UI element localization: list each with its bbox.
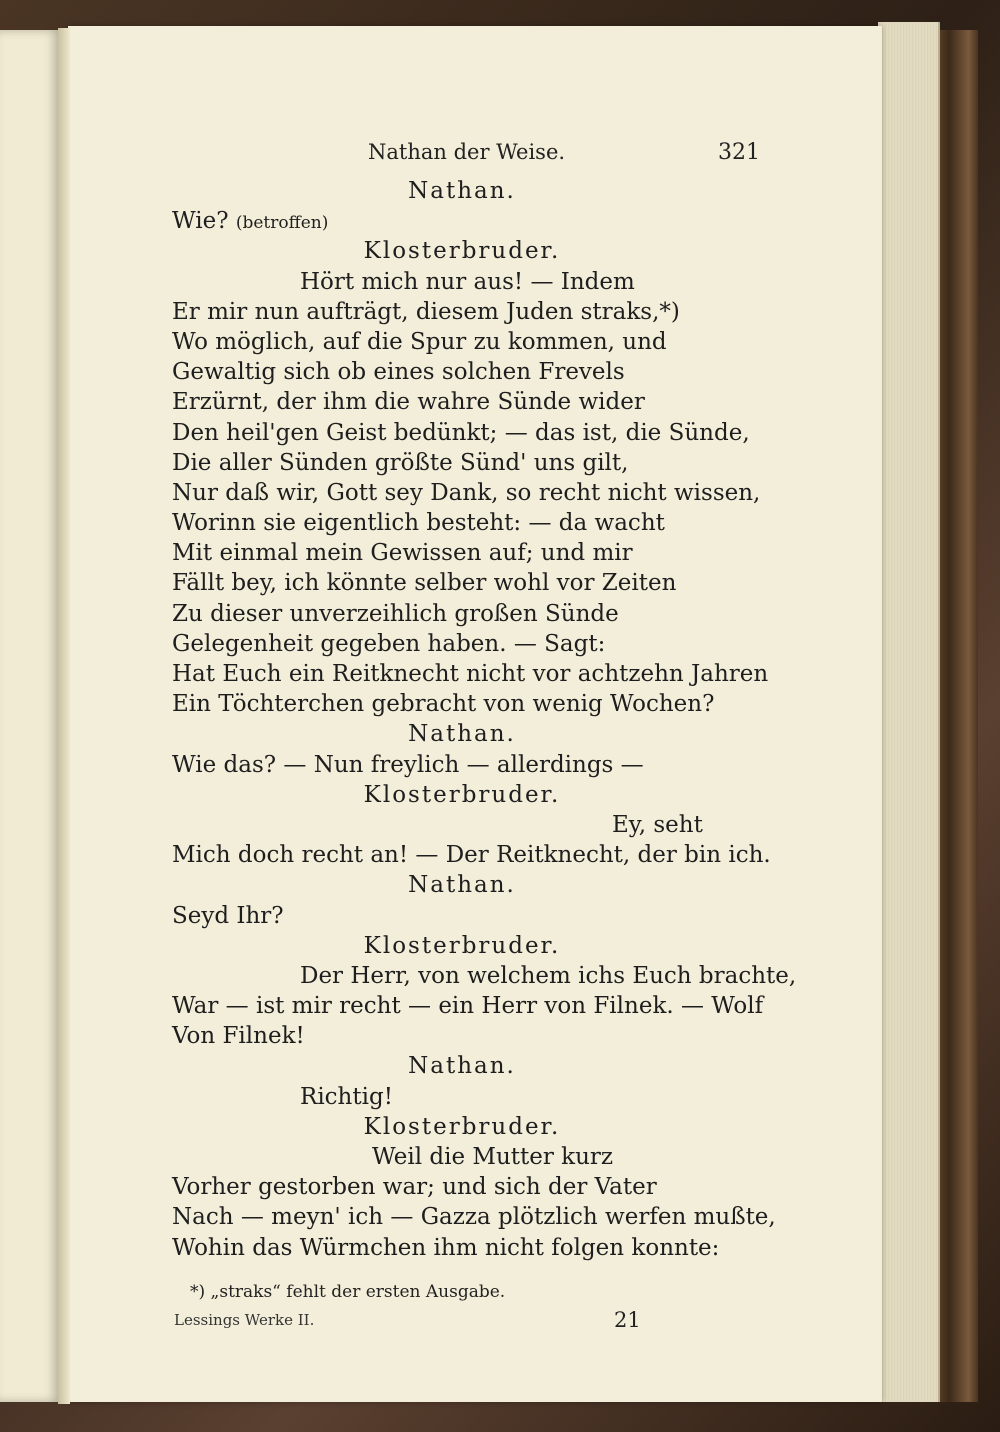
verse-line: [172, 750, 752, 780]
verse-line: [172, 1233, 752, 1263]
line-text: Er mir nun aufträgt, diesem Juden straks,*): [172, 298, 680, 325]
verse-line: [172, 961, 797, 991]
line-text: Klosterbruder.: [363, 238, 561, 265]
line-text: Wo möglich, auf die Spur zu kommen, und: [172, 328, 667, 355]
verse-line: [172, 810, 752, 840]
line-text: Mit einmal mein Gewissen auf; und mir: [172, 540, 633, 567]
verse-line: [172, 1172, 752, 1202]
verse-line: [172, 1021, 752, 1051]
speaker-name: [172, 780, 752, 810]
line-text: Gelegenheit gegeben haben. — Sagt:: [172, 630, 606, 657]
verse-line: [172, 478, 761, 508]
line-text: Wohin das Würmchen ihm nicht folgen konnte:: [172, 1234, 720, 1261]
speaker-name: [172, 1112, 752, 1142]
verse-line: [172, 508, 752, 538]
line-text: Nach — meyn' ich — Gazza plötzlich werfen mußte,: [172, 1204, 776, 1231]
speaker-name: [172, 870, 752, 900]
line-text: Mich doch recht an! — Der Reitknecht, der bin ich.: [172, 842, 771, 869]
book-page: [68, 26, 882, 1402]
speaker-name: [172, 1051, 752, 1081]
verse-line: [172, 659, 769, 689]
line-text: Worinn sie eigentlich besteht: — da wacht: [172, 510, 665, 537]
left-page-edge: [0, 30, 60, 1402]
line-text: Zu dieser unverzeihlich großen Sünde: [172, 600, 619, 627]
verse-line: [172, 1142, 752, 1172]
verse-line: [172, 599, 752, 629]
verse-line: [172, 689, 752, 719]
line-text: Hört mich nur aus! — Indem: [300, 268, 635, 295]
line-text: Den heil'gen Geist bedünkt; — das ist, die Sünde,: [172, 419, 750, 446]
line-text: Weil die Mutter kurz: [372, 1144, 614, 1170]
printer-signature: Lessings Werke II.: [174, 1311, 315, 1329]
page-header: [68, 140, 882, 170]
line-text: Ein Töchterchen gebracht von wenig Wochen?: [172, 691, 715, 718]
footnote: *) „straks“ fehlt der ersten Ausgabe.: [190, 1282, 506, 1302]
line-text: Ey, seht: [612, 811, 703, 838]
line-text: Der Herr, von welchem ichs Euch brachte,: [300, 962, 797, 989]
verse-line: [172, 538, 752, 568]
speaker-name: [172, 719, 752, 749]
verse-line: [172, 991, 764, 1021]
verse-line: [172, 448, 752, 478]
verse-line: [172, 901, 752, 931]
line-text: Klosterbruder.: [363, 1113, 561, 1140]
speaker-name: [172, 176, 752, 206]
verse-line: [172, 418, 752, 448]
line-text: Nur daß wir, Gott sey Dank, so recht nicht wissen,: [172, 479, 761, 506]
line-text: Fällt bey, ich könnte selber wohl vor Zeiten: [172, 570, 677, 597]
line-text: Erzürnt, der ihm die wahre Sünde wider: [172, 389, 645, 416]
line-text: Klosterbruder.: [363, 781, 561, 808]
stage-direction: (betroffen): [235, 213, 329, 234]
line-text: Richtig!: [300, 1083, 393, 1110]
line-text: Seyd Ihr?: [172, 902, 284, 929]
line-text: Vorher gestorben war; und sich der Vater: [172, 1174, 657, 1201]
verse-line: [172, 327, 752, 357]
page-number: 321: [718, 140, 760, 165]
line-text: Wie das? — Nun freylich — allerdings —: [172, 751, 644, 778]
gutter-shadow: [58, 28, 70, 1404]
verse-line: [172, 568, 752, 598]
line-text: Nathan.: [408, 1053, 516, 1080]
verse-line: [172, 387, 752, 417]
play-text: [172, 176, 797, 1263]
sheet-number: 21: [614, 1308, 641, 1332]
verse-line: [172, 840, 771, 870]
running-title: Nathan der Weise.: [368, 140, 566, 164]
line-text: Nathan.: [408, 872, 516, 899]
verse-line: [172, 297, 752, 327]
speaker-name: [172, 236, 752, 266]
line-text: Hat Euch ein Reitknecht nicht vor achtzehn Jahren: [172, 661, 769, 687]
line-text: Klosterbruder.: [363, 932, 561, 959]
verse-line: [172, 357, 752, 387]
verse-line: [172, 206, 752, 236]
verse-line: [172, 267, 752, 297]
verse-line: [172, 629, 752, 659]
line-text: War — ist mir recht — ein Herr von Filnek. — Wolf: [172, 993, 764, 1020]
verse-line: [172, 1082, 752, 1112]
line-text: Von Filnek!: [172, 1023, 305, 1050]
speaker-name: [172, 931, 752, 961]
line-text: Gewaltig sich ob eines solchen Frevels: [172, 359, 625, 386]
line-text: Wie?: [172, 208, 229, 235]
line-text: Die aller Sünden größte Sünd' uns gilt,: [172, 449, 629, 476]
verse-line: [172, 1202, 776, 1232]
line-text: Nathan.: [408, 178, 516, 204]
page-stack-edges: [878, 22, 940, 1402]
line-text: Nathan.: [408, 721, 516, 748]
